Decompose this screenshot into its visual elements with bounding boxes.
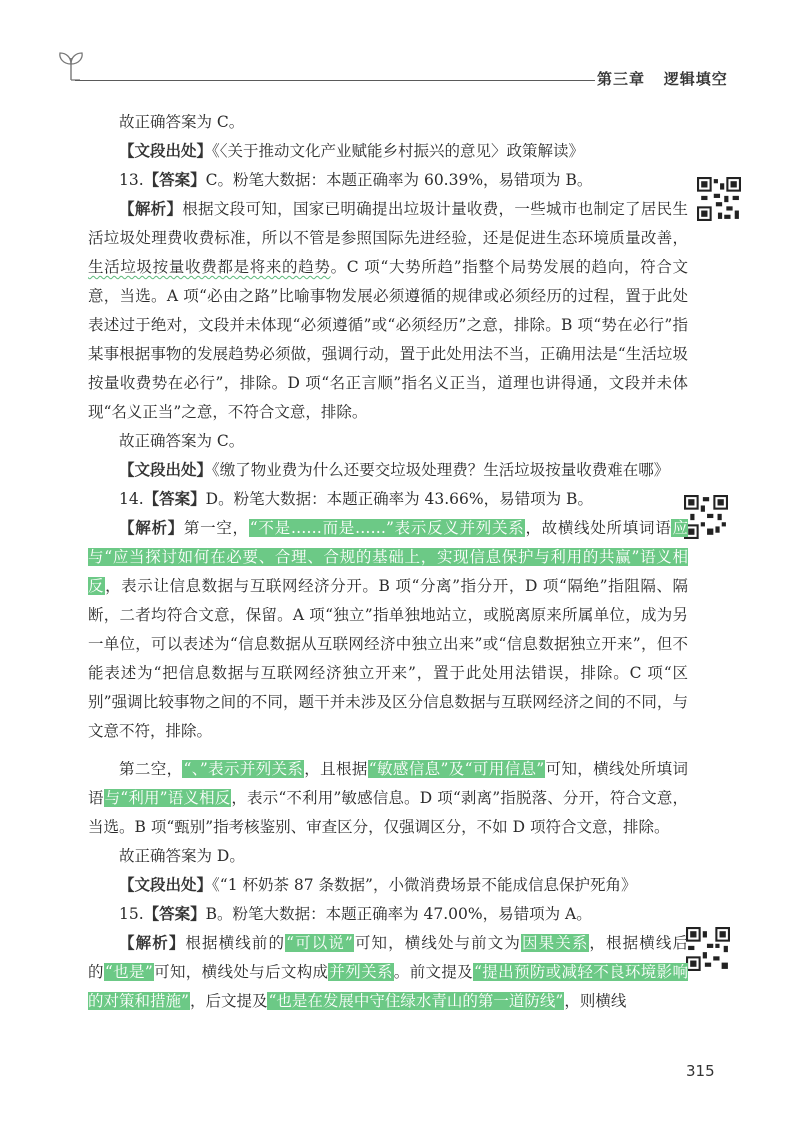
answer-13 [88,166,688,195]
analysis-tag: 【解析】 [119,200,183,218]
highlighted-phrase: 与“利用”语义相反 [104,789,231,807]
answer-tag: 【答案】 [143,171,206,189]
analysis-14-first-blank [88,514,688,746]
analysis-text: ，则横线 [564,992,627,1010]
answer-text: B。粉笔大数据：本题正确率为 47.00%，易错项为 A。 [205,905,592,923]
source-tag: 【文段出处】 [119,461,213,479]
source-text: 《〈关于推动文化产业赋能乡村振兴的意见〉政策解读》 [212,142,585,160]
page-header [0,0,800,100]
leaf-icon [56,50,86,82]
analysis-text: 第二空， [119,760,183,778]
answer-text: D。粉笔大数据：本题正确率为 43.66%，易错项为 B。 [205,490,593,508]
analysis-text: 第一空， [183,519,249,537]
highlighted-phrase: “可以说” [286,934,353,952]
source-12 [88,137,688,166]
analysis-text: 根据文段可知，国家已明确提出垃圾计量收费，一些城市也制定了居民生活垃圾处理费收费标准，所以不管是参照国际先进经验，还是促进生态环境质量改善， [88,200,688,247]
source-text: 《“1 杯奶茶 87 条数据”，小微消费场景不能成信息保护死角》 [212,876,637,894]
source-tag: 【文段出处】 [119,142,213,160]
answer-14 [88,485,688,514]
analysis-text: 可知，横线处与后文构成 [153,963,329,981]
answer-tag: 【答案】 [143,905,206,923]
analysis-text: 可知，横线处所填词语 [88,760,688,807]
analysis-14-second-blank [88,755,688,842]
answer-text: C。粉笔大数据：本题正确率为 60.39%，易错项为 B。 [205,171,593,189]
highlighted-phrase: “、”表示并列关系 [183,760,304,778]
analysis-text: ，根据横线后的 [88,934,688,981]
analysis-text: ，表示“不利用”敏感信息。D 项“剥离”指脱落、分开，符合文意，当选。B 项“甄别”指考核鉴别、审查区分，仅强调区分，不如 D 项符合文意，排除。 [88,789,688,836]
analysis-13 [88,195,688,427]
chapter-title [597,68,728,89]
source-14 [88,871,688,900]
qr-code-icon [684,495,728,539]
question-number: 13. [119,171,144,189]
conclusion-12: 故正确答案为 C。 [119,113,245,131]
source-tag: 【文段出处】 [119,876,213,894]
answer-tag: 【答案】 [143,490,206,508]
highlighted-phrase: “也是” [104,963,153,981]
source-text: 《缴了物业费为什么还要交垃圾处理费？生活垃圾按量收费难在哪》 [212,461,670,479]
analysis-text: ，后文提及 [189,992,268,1010]
analysis-text: ，故横线处所填词语 [525,519,672,537]
underlined-phrase: 生活垃圾按量收费都是将来的趋势 [88,258,331,276]
answer-15 [88,900,688,929]
page-number: 315 [686,1062,715,1080]
highlighted-phrase: “不是……而是……”表示反义并列关系 [249,519,525,537]
analysis-text: 。C 项“大势所趋”指整个局势发展的趋向，符合文意，当选。A 项“必由之路”比喻事物发展必须遵循的规律或必须经历的过程，置于此处表述过于绝对，文段并未体现“必须遵循”或“必须经历”之意，排除。B 项“势在必行”指某事根据事物的发展趋势必须做，强调行动，置于此处用法不当，正确用法是“生活垃圾按量收费势在必行”，排除。D 项“名正言顺”指名义正当，道理也讲得通，文段并未体现“名义正当”之意，不符合文意，排除。 [88,258,688,421]
source-13 [88,456,688,485]
section-label: 逻辑填空 [663,70,728,88]
page-content [88,108,688,1016]
conclusion-14: 故正确答案为 D。 [119,847,245,865]
analysis-text: 可知，横线处与前文为 [353,934,521,952]
highlighted-phrase: 因果关系 [522,934,589,952]
highlighted-phrase: 应与“应当探讨如何在必要、合理、合规的基础上，实现信息保护与利用的共赢”语义相反 [88,519,688,595]
analysis-tag: 【解析】 [119,519,184,537]
qr-code-icon [697,177,741,221]
question-number: 14. [119,490,144,508]
highlighted-phrase: “敏感信息”及“可用信息” [368,760,545,778]
conclusion-13: 故正确答案为 C。 [119,432,245,450]
highlighted-phrase: “提出预防或减轻不良环境影响的对策和措施” [88,963,688,1010]
highlighted-phrase: 并列关系 [329,963,393,981]
qr-code-icon [686,927,730,971]
analysis-tag: 【解析】 [119,934,186,952]
highlighted-phrase: “也是在发展中守住绿水青山的第一道防线” [268,992,564,1010]
question-number: 15. [119,905,144,923]
chapter-label: 第三章 [597,70,646,88]
analysis-15 [88,929,688,1016]
analysis-text: 根据横线前的 [185,934,286,952]
analysis-text: 。前文提及 [393,963,474,981]
analysis-text: ，表示让信息数据与互联网经济分开。B 项“分离”指分开，D 项“隔绝”指阻隔、隔断，二者均符合文意，保留。A 项“独立”指单独地站立，或脱离原来所属单位，成为另一单位，可以表述为“信息数据从互联网经济中独立出来”或“信息数据独立开来”，但不能表述为“把信息数据与互联网经济独立开来”，置于此处用法错误，排除。C 项“区别”强调比较事物之间的不同，题干并未涉及区分信息数据与互联网经济之间的不同，与文意不符，排除。 [88,577,688,740]
header-rule [75,80,595,81]
analysis-text: ，且根据 [304,760,368,778]
